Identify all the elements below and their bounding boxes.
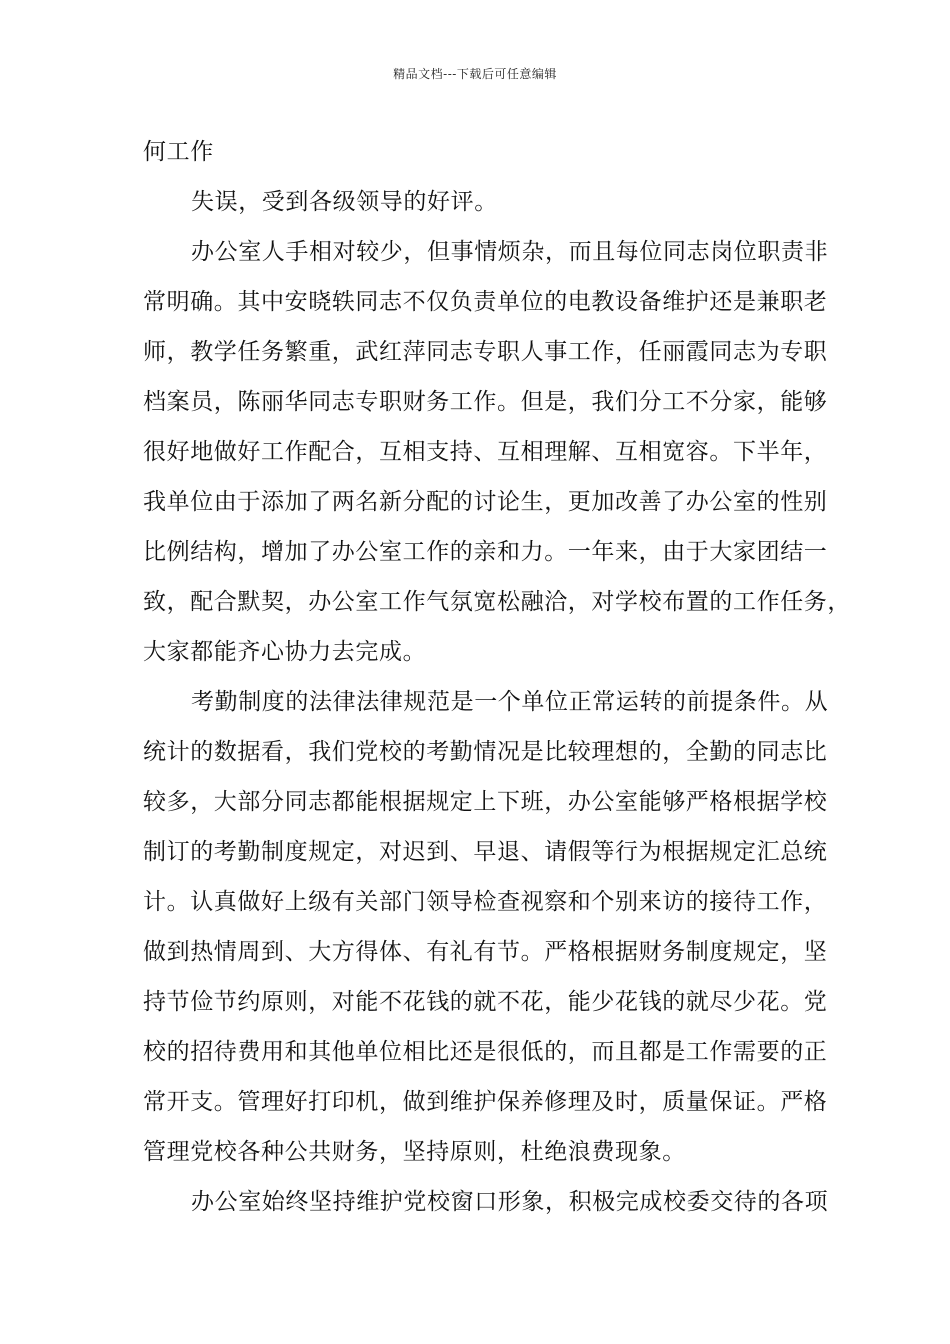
body-line: 致，配合默契，办公室工作气氛宽松融洽，对学校布置的工作任务， — [143, 589, 851, 615]
body-line: 持节俭节约原则，对能不花钱的就不花，能少花钱的就尽少花。党 — [143, 989, 828, 1015]
paragraph-start-line: 考勤制度的法律法律规范是一个单位正常运转的前提条件。从 — [191, 689, 829, 715]
body-line: 管理党校各种公共财务，坚持原则，杜绝浪费现象。 — [143, 1139, 686, 1165]
body-line: 何工作 — [143, 139, 214, 165]
body-line: 常开支。管理好打印机，做到维护保养修理及时，质量保证。严格 — [143, 1089, 828, 1115]
body-line: 师，教学任务繁重，武红萍同志专职人事工作，任丽霞同志为专职 — [143, 339, 828, 365]
page-header: 精品文档---下载后可任意编辑 — [393, 67, 557, 81]
body-line: 统计的数据看，我们党校的考勤情况是比较理想的，全勤的同志比 — [143, 739, 828, 765]
body-line: 做到热情周到、大方得体、有礼有节。严格根据财务制度规定，坚 — [143, 939, 828, 965]
body-line: 很好地做好工作配合，互相支持、互相理解、互相宽容。下半年， — [143, 439, 828, 465]
body-line: 计。认真做好上级有关部门领导检查视察和个别来访的接待工作， — [143, 889, 828, 915]
document-body — [143, 127, 851, 1227]
paragraph-start-line: 办公室始终坚持维护党校窗口形象，积极完成校委交待的各项 — [191, 1189, 829, 1215]
body-line: 校的招待费用和其他单位相比还是很低的，而且都是工作需要的正 — [143, 1039, 828, 1065]
body-line: 常明确。其中安晓轶同志不仅负责单位的电教设备维护还是兼职老 — [143, 289, 828, 315]
body-line: 我单位由于添加了两名新分配的讨论生，更加改善了办公室的性别 — [143, 489, 828, 515]
body-line: 制订的考勤制度规定，对迟到、早退、请假等行为根据规定汇总统 — [143, 839, 828, 865]
body-line: 比例结构，增加了办公室工作的亲和力。一年来，由于大家团结一 — [143, 539, 828, 565]
body-line: 档案员，陈丽华同志专职财务工作。但是，我们分工不分家，能够 — [143, 389, 828, 415]
paragraph-start-line: 失误，受到各级领导的好评。 — [191, 189, 498, 215]
body-line: 大家都能齐心协力去完成。 — [143, 639, 427, 665]
body-line: 较多，大部分同志都能根据规定上下班，办公室能够严格根据学校 — [143, 789, 828, 815]
paragraph-start-line: 办公室人手相对较少，但事情烦杂，而且每位同志岗位职责非 — [191, 239, 829, 265]
